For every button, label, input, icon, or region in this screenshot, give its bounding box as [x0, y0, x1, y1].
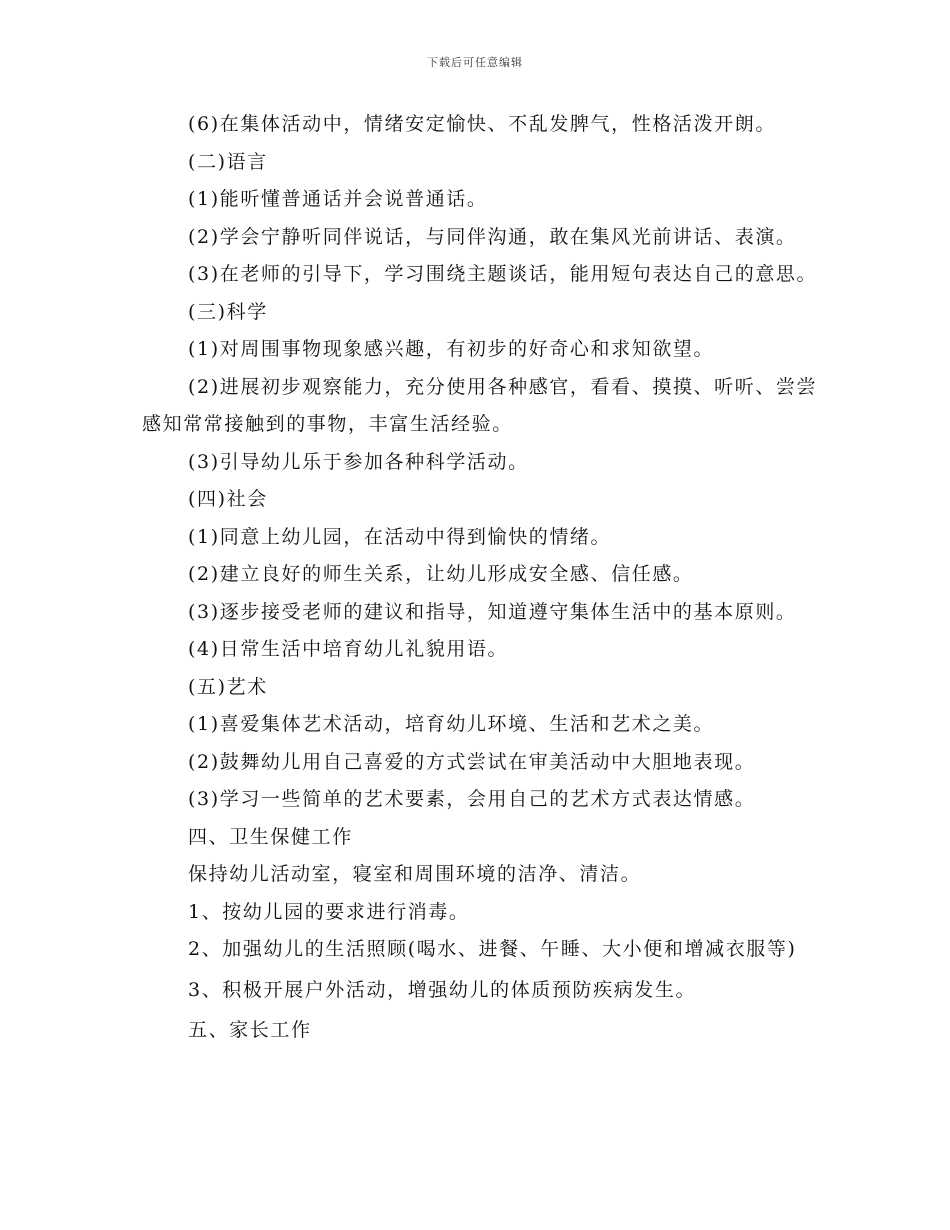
- paragraph: (2)鼓舞幼儿用自己喜爱的方式尝试在审美活动中大胆地表现。: [188, 750, 756, 773]
- paragraph: 3、积极开展户外活动，增强幼儿的体质预防疾病发生。: [188, 978, 697, 1001]
- page-header: 下载后可任意编辑: [427, 56, 523, 69]
- section-heading-language: (二)语言: [188, 150, 268, 173]
- paragraph: (3)逐步接受老师的建议和指导，知道遵守集体生活中的基本原则。: [188, 600, 797, 623]
- paragraph: (6)在集体活动中，情绪安定愉快、不乱发脾气，性格活泼开朗。: [188, 113, 776, 135]
- paragraph: (3)引导幼儿乐于参加各种科学活动。: [188, 450, 529, 473]
- section-heading-parents: 五、家长工作: [188, 1019, 312, 1041]
- paragraph: (1)同意上幼儿园，在活动中得到愉快的情绪。: [188, 525, 612, 548]
- paragraph: (3)在老师的引导下，学习围绕主题谈话，能用短句表达自己的意思。: [188, 263, 818, 285]
- paragraph: (4)日常生活中培育幼儿礼貌用语。: [188, 638, 509, 660]
- paragraph: (2)进展初步观察能力，充分使用各种感官，看看、摸摸、听听、尝尝感知常常接触到的事物，丰富生活经验。: [142, 375, 818, 435]
- paragraph: (2)建立良好的师生关系，让幼儿形成安全感、信任感。: [188, 563, 694, 585]
- paragraph: 1、按幼儿园的要求进行消毒。: [188, 900, 470, 923]
- paragraph: 2、加强幼儿的生活照顾(喝水、进餐、午睡、大小便和增减衣服等): [188, 938, 797, 960]
- paragraph: (1)对周围事物现象感兴趣，有初步的好奇心和求知欲望。: [188, 338, 715, 360]
- section-heading-art: (五)艺术: [188, 675, 268, 698]
- paragraph: (1)能听懂普通话并会说普通话。: [188, 188, 488, 210]
- paragraph: (1)喜爱集体艺术活动，培育幼儿环境、生活和艺术之美。: [188, 713, 715, 735]
- paragraph: (3)学习一些简单的艺术要素，会用自己的艺术方式表达情感。: [188, 788, 756, 810]
- section-heading-science: (三)科学: [188, 300, 268, 323]
- paragraph: 保持幼儿活动室，寝室和周围环境的洁净、清洁。: [188, 863, 642, 885]
- section-heading-society: (四)社会: [188, 488, 268, 510]
- document-body: [142, 106, 822, 1050]
- section-heading-health: 四、卫生保健工作: [188, 825, 353, 848]
- paragraph: (2)学会宁静听同伴说话，与同伴沟通，敢在集风光前讲话、表演。: [188, 225, 797, 248]
